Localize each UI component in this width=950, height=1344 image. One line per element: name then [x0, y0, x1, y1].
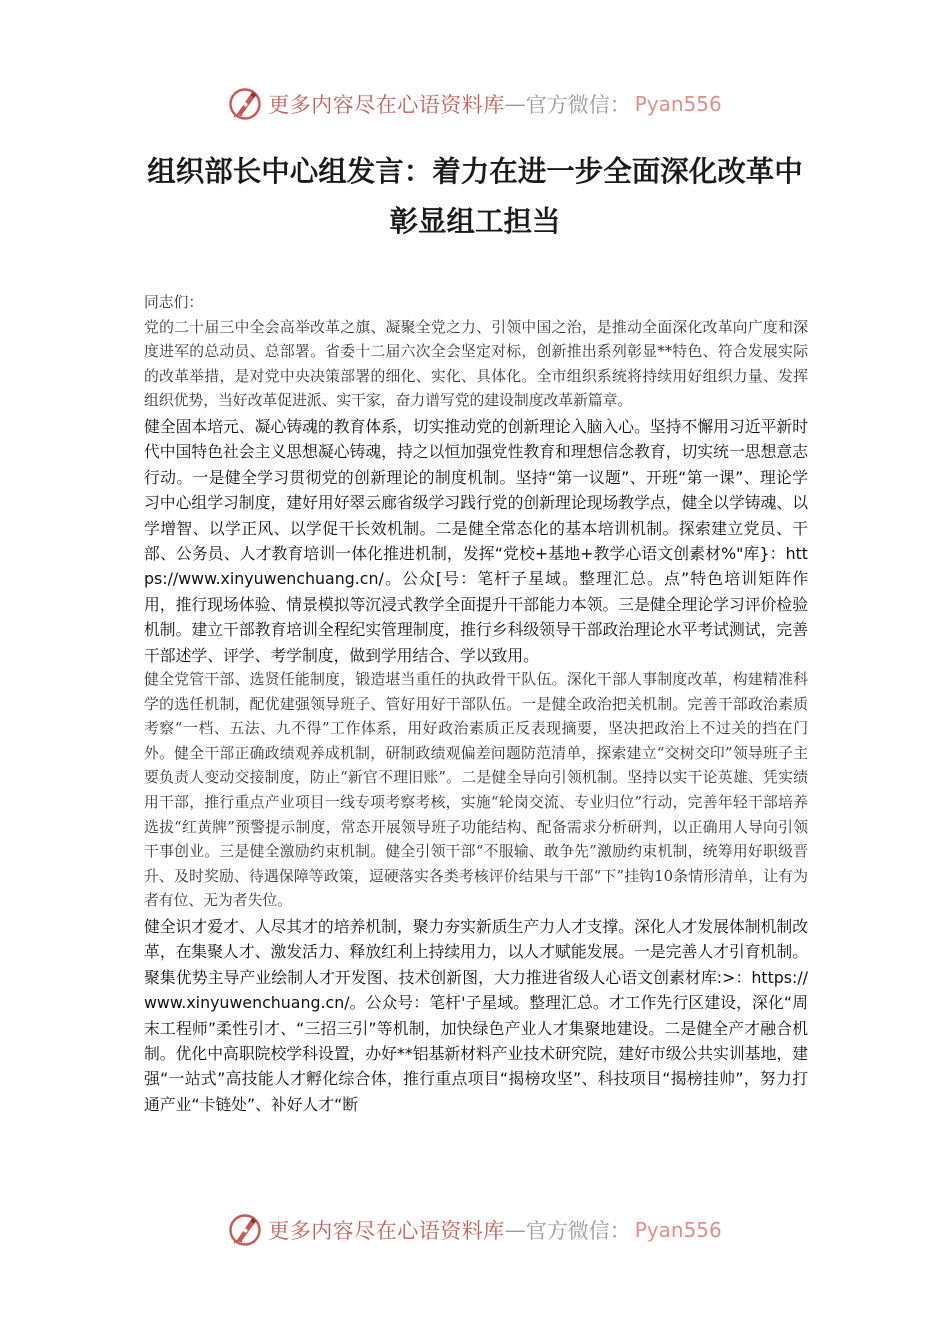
pen-nib-logo-icon — [228, 1213, 262, 1247]
paragraph-intro: 党的二十届三中全会高举改革之旗、凝聚全党之力、引领中国之治，是推动全面深化改革向广度和深度进军的总动员、总部署。省委十二届六次全会坚定对标，创新推出系列彰显**特色、符合发展实际的改革举措，是对党中央决策部署的细化、实化、具体化。全市组织系统将持续用好组织力量、发挥组织优势，当好改革促进派、实干家，奋力谱写党的建设制度改革新篇章。 — [144, 318, 808, 410]
pen-nib-logo-icon — [228, 87, 262, 121]
paragraph-talent-mechanism: 健全识才爱才、人尽其才的培养机制，聚力夯实新质生产力人才支撑。深化人才发展体制机制改革，在集聚人才、激发活力、释放红利上持续用力，以人才赋能发展。一是完善人才引育机制。聚集优势主导产业绘制人才开发图、技术创新图，大力推进省级人心语文创素材库:>：https://www.xinyuwenchuang.cn/。公众号：笔杆'子星域。整理汇总。才工作先行区建设，深化“周末工程师”柔性引才、“三招三引”等机制，加快绿色产业人才集聚地建设。二是健全产才融合机制。优化中高职院校学科设置，办好**铝基新材料产业技术研究院，建好市级公共实训基地，建强“一站式”高技能人才孵化综合体，推行重点项目“揭榜攻坚”、科技项目“揭榜挂帅”，努力打通产业“卡链处”、补好人才“断 — [144, 916, 808, 1114]
salutation: 同志们： — [144, 294, 204, 311]
banner-wechat-label: 官方微信： — [525, 1219, 631, 1243]
banner-wechat-id: Pyan556 — [634, 1218, 722, 1242]
document-title-line-1: 组织部长中心组发言：着力在进一步全面深化改革中 — [147, 154, 803, 188]
banner-separator: — — [504, 92, 526, 116]
banner-text: 更多内容尽在心语资料库 — [268, 1219, 505, 1243]
banner-separator: — — [504, 1218, 526, 1242]
footer-banner — [0, 1208, 950, 1252]
paragraph-cadre-management: 健全党管干部、选贤任能制度，锻造堪当重任的执政骨干队伍。深化干部人事制度改革，构建精准科学的选任机制，配优建强领导班子、管好用好干部队伍。一是健全政治把关机制。完善干部政治素质考察“一档、五法、九不得”工作体系，用好政治素质正反表现摘要，坚决把政治上不过关的挡在门外。健全干部正确政绩观养成机制，研制政绩观偏差问题防范清单，探索建立“交树交印”领导班子主要负责人变动交接制度，防止“新官不理旧账”。二是健全导向引领机制。坚持以实干论英雄、凭实绩用干部，推行重点产业项目一线专项考察考核，实施“轮岗交流、专业归位”行动，完善年轻干部培养选拔“红黄牌”预警提示制度，常态开展领导班子功能结构、配备需求分析研判，以正确用人导向引领干事创业。三是健全激励约束机制。健全引领干部“不服输、敢争先”激励约束机制，统筹用好职级晋升、及时奖励、待遇保障等政策，逗硬落实各类考核评价结果与干部“下”挂钩10条情形清单，让有为者有位、无为者失位。 — [144, 671, 808, 910]
document-title-line-2: 彰显组工担当 — [389, 204, 561, 238]
banner-wechat-id: Pyan556 — [634, 92, 722, 116]
header-banner — [0, 82, 950, 126]
banner-text: 更多内容尽在心语资料库 — [268, 93, 505, 117]
banner-wechat-label: 官方微信： — [525, 93, 631, 117]
document-body — [144, 291, 808, 1117]
paragraph-education-system: 健全固本培元、凝心铸魂的教育体系，切实推动党的创新理论入脑入心。坚持不懈用习近平新时代中国特色社会主义思想凝心铸魂，持之以恒加强党性教育和理想信念教育，切实统一思想意志行动。一是健全学习贯彻党的创新理论的制度机制。坚持“第一议题”、开班“第一课”、理论学习中心组学习制度，建好用好翠云廊省级学习践行党的创新理论现场教学点，健全以学铸魂、以学增智、以学正风、以学促干长效机制。二是健全常态化的基本培训机制。探索建立党员、干部、公务员、人才教育培训一体化推进机制，发挥“党校+基地+教学心语文创素材%"库}：https://www.xinyuwenchuang.cn/。公众[号：笔杆子星域。整理汇总。点”特色培训矩阵作用，推行现场体验、情景模拟等沉浸式教学全面提升干部能力本领。三是健全理论学习评价检验机制。建立干部教育培训全程纪实管理制度，推行乡科级领导干部政治理论水平考试测试，完善干部述学、评学、考学制度，做到学用结合、学以致用。 — [144, 416, 808, 665]
